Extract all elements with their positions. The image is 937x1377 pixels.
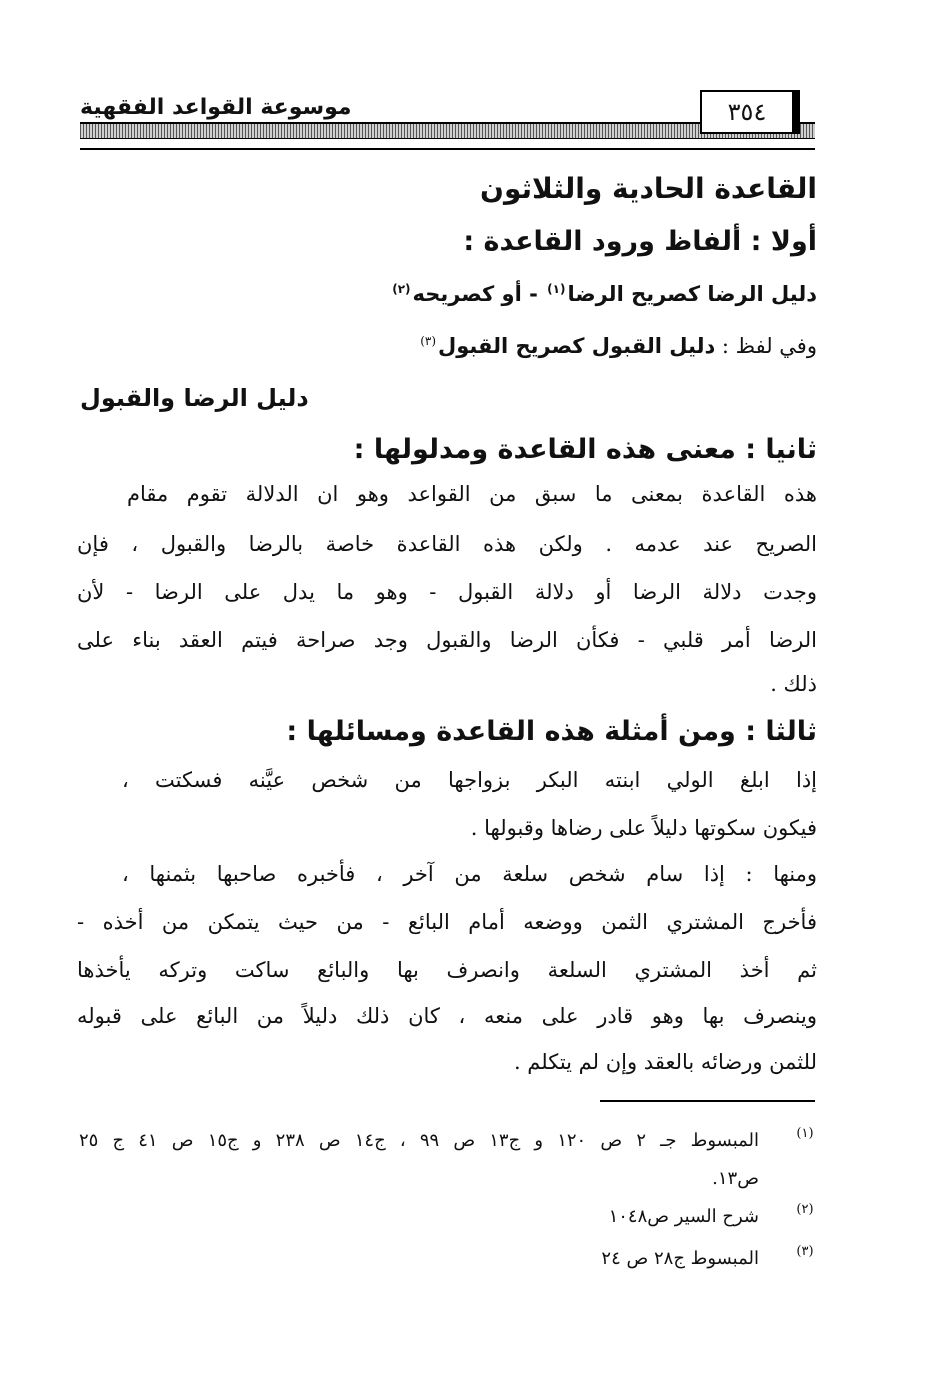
footnote-3-text: المبسوط ج٢٨ ص ٢٤ — [601, 1248, 759, 1269]
footnote-3-number: (٣) — [796, 1244, 814, 1259]
formula-2 — [77, 334, 817, 358]
footnote-2-number: (٢) — [796, 1202, 814, 1217]
footnote-2-text: شرح السير ص١٠٤٨ — [608, 1206, 759, 1227]
page-number: ٣٥٤ — [700, 90, 800, 134]
short-title: دليل الرضا والقبول — [80, 384, 309, 412]
formula2-prefix: وفي لفظ : — [721, 334, 817, 358]
section2-heading: ثانيا : معنى هذه القاعدة ومدلولها : — [353, 434, 817, 465]
running-header-title: موسوعة القواعد الفقهية — [80, 95, 352, 120]
footnote-1-continuation: ص١٣. — [712, 1168, 759, 1189]
header-underline — [80, 148, 815, 150]
section3-line-7: للثمن ورضائه بالعقد وإن لم يتكلم . — [513, 1050, 817, 1074]
footnote-ref-2: (٢) — [392, 282, 411, 296]
footnote-ref-3: (٣) — [420, 334, 437, 348]
section3-line-3: ومنها : إذا سام شخص سلعة من آخر ، فأخبره صاحبها بثمنها ، — [122, 862, 817, 886]
section3-line-4: فأخرج المشتري الثمن ووضعه أمام البائع - من حيث يتمكن من أخذه - — [77, 910, 817, 934]
section3-line-2: فيكون سكوتها دليلاً على رضاها وقبولها . — [470, 816, 817, 840]
formula2-main: دليل القبول كصريح القبول — [438, 334, 716, 358]
section1-heading: أولا : ألفاظ ورود القاعدة : — [463, 226, 817, 257]
footnote-ref-1: (١) — [547, 282, 566, 296]
rule-title: القاعدة الحادية والثلاثون — [480, 172, 817, 205]
section2-line-2: الصريح عند عدمه . ولكن هذه القاعدة خاصة بالرضا والقبول ، فإن — [77, 532, 817, 556]
section3-heading: ثالثا : ومن أمثلة هذه القاعدة ومسائلها : — [286, 716, 817, 747]
footnote-1-text: المبسوط جـ ٢ ص ١٢٠ و ج١٣ ص ٩٩ ، ج١٤ ص ٢٣٨ و ج١٥ ص ٤١ ج ٢٥ — [79, 1130, 760, 1151]
formula1-mid: - أو كصريحه — [412, 282, 538, 306]
section2-line-3: وجدت دلالة الرضا أو دلالة القبول - وهو ما يدل على الرضا - لأن — [77, 580, 817, 604]
section2-line-1: هذه القاعدة بمعنى ما سبق من القواعد وهو ان الدلالة تقوم مقام — [127, 482, 817, 506]
section2-line-4: الرضا أمر قلبي - فكأن الرضا والقبول وجد صراحة فيتم العقد بناء على — [77, 628, 817, 652]
formula1-main: دليل الرضا كصريح الرضا — [567, 282, 817, 306]
section2-line-5: ذلك . — [770, 672, 817, 696]
section3-line-5: ثم أخذ المشتري السلعة وانصرف بها والبائع ساكت وتركه يأخذها — [77, 958, 817, 982]
section3-line-1: إذا ابلغ الولي ابنته البكر بزواجها من شخص عيَّنه فسكتت ، — [122, 768, 817, 792]
section3-line-6: وينصرف بها وهو قادر على منعه ، كان ذلك دليلاً من البائع على قبوله — [77, 1004, 817, 1028]
footnote-separator — [600, 1100, 815, 1102]
footnote-1-number: (١) — [796, 1126, 814, 1141]
formula-1 — [77, 282, 817, 306]
